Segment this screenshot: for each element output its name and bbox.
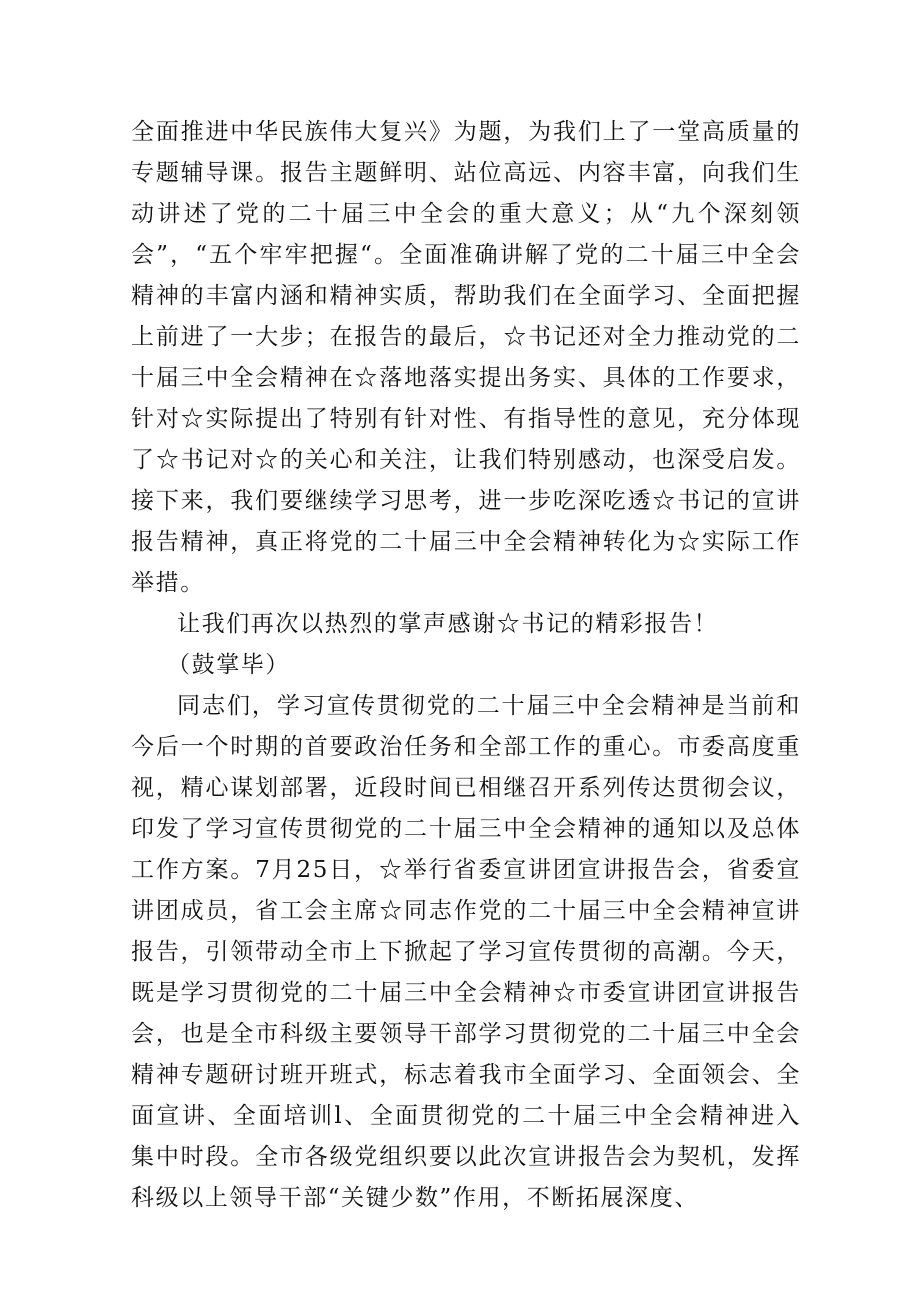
paragraph-main-speech: 同志们，学习宣传贯彻党的二十届三中全会精神是当前和今后一个时期的首要政治任务和全部工作的重心。市委高度重视，精心谋划部署，近段时间已相继召开系列传达贯彻会议，印发了学习宣传贯彻党的二十届三中全会精神的通知以及总体工作方案。7月25日，☆举行省委宣讲团宣讲报告会，省委宣讲团成员，省工会主席☆同志作党的二十届三中全会精神宣讲报告，引领带动全市上下掀起了学习宣传贯彻的高潮。今天，既是学习贯彻党的二十届三中全会精神☆市委宣讲团宣讲报告会，也是全市科级主要领导干部学习贯彻党的二十届三中全会精神专题研讨班开班式，标志着我市全面学习、全面领会、全面宣讲、全面培训l、全面贯彻党的二十届三中全会精神进入集中时段。全市各级党组织要以此次宣讲报告会为契机，发挥科级以上领导干部“关键少数”作用，不断拓展深度、 (131, 693, 801, 1211)
paragraph-applause-note: （鼓掌毕） (167, 652, 290, 678)
document-body (131, 112, 801, 1219)
paragraph-applause-thanks: 让我们再次以热烈的掌声感谢☆书记的精彩报告！ (177, 611, 719, 637)
paragraph-continuation: 全面推进中华民族伟大复兴》为题，为我们上了一堂高质量的专题辅导课。报告主题鲜明、站位高远、内容丰富，向我们生动讲述了党的二十届三中全会的重大意义；从“九个深刻领会”，“五个牢牢把握“。全面准确讲解了党的二十届三中全会精神的丰富内涵和精神实质，帮助我们在全面学习、全面把握上前进了一大步；在报告的最后，☆书记还对全力推动党的二十届三中全会精神在☆落地落实提出务实、具体的工作要求，针对☆实际提出了特别有针对性、有指导性的意见，充分体现了☆书记对☆的关心和关注，让我们特别感动，也深受启发。接下来，我们要继续学习思考，进一步吃深吃透☆书记的宣讲报告精神，真正将党的二十届三中全会精神转化为☆实际工作举措。 (131, 119, 801, 596)
